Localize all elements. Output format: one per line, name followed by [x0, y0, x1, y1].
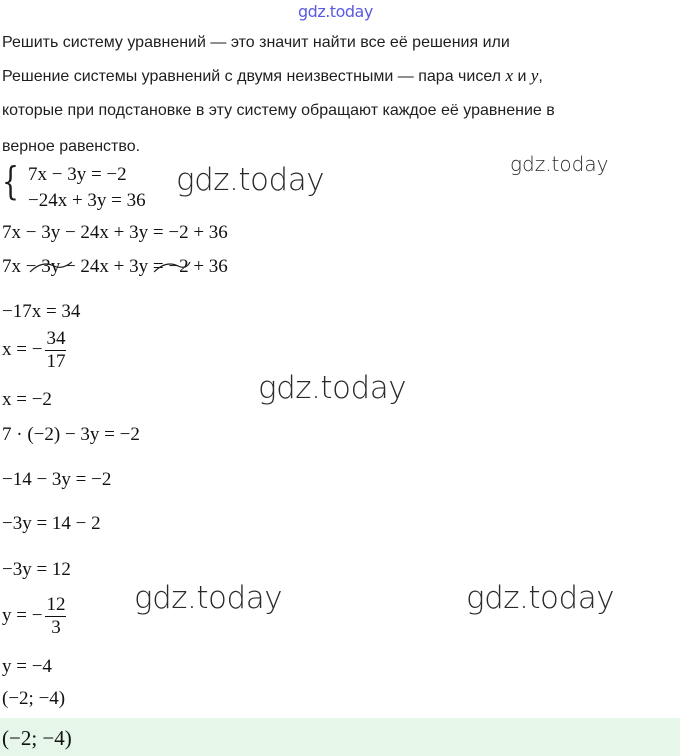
watermark-1: gdz.today	[510, 152, 609, 176]
step-11: y = −4	[2, 656, 52, 677]
intro-and: и	[513, 68, 531, 85]
watermark-3: gdz.today	[258, 370, 407, 406]
intro-line-3: которые при подстановке в эту систему обращают каждое её уравнение в	[2, 102, 555, 119]
var-y: y	[530, 66, 539, 85]
step-10	[2, 594, 66, 639]
denominator: 3	[51, 617, 61, 638]
fraction-34-17	[45, 328, 66, 373]
step-5: x = −2	[2, 389, 52, 410]
numerator: 12	[46, 594, 66, 615]
step-9: −3y = 12	[2, 559, 71, 580]
step-10-lhs: y = −	[2, 604, 43, 626]
watermark-5: gdz.today	[466, 580, 615, 616]
var-x: x	[505, 66, 514, 85]
denominator: 17	[46, 351, 66, 372]
intro-comma: ,	[538, 68, 543, 85]
intro-line-4: верное равенство.	[2, 138, 141, 155]
system-eq-2: −24x + 3y = 36	[28, 190, 146, 211]
answer-text: (−2; −4)	[2, 726, 72, 750]
step-1: 7x − 3y − 24x + 3y = −2 + 36	[2, 222, 228, 243]
watermark-4: gdz.today	[134, 580, 283, 616]
system-eq-1: 7x − 3y = −2	[28, 164, 127, 185]
watermark-2: gdz.today	[176, 162, 325, 198]
numerator: 34	[46, 328, 66, 349]
step-8: −3y = 14 − 2	[2, 513, 101, 534]
answer-highlight	[0, 718, 680, 756]
step-4-lhs: x = −	[2, 338, 43, 360]
intro-line-2	[2, 66, 543, 86]
fraction-12-3	[45, 594, 66, 639]
intro-line-2-text: Решение системы уравнений с двумя неизвестными — пара чисел	[2, 68, 506, 85]
intro-line-1: Решить систему уравнений — это значит найти все её решения или	[2, 34, 510, 51]
step-2: 7x − 3y − 24x + 3y = −2 + 36	[2, 256, 228, 277]
step-3: −17x = 34	[2, 301, 81, 322]
step-7: −14 − 3y = −2	[2, 469, 112, 490]
system-brace: {	[2, 159, 19, 203]
step-4	[2, 328, 66, 373]
watermark-top: gdz.today	[298, 2, 373, 21]
step-6: 7 · (−2) − 3y = −2	[2, 424, 140, 445]
step-12: (−2; −4)	[2, 688, 66, 709]
